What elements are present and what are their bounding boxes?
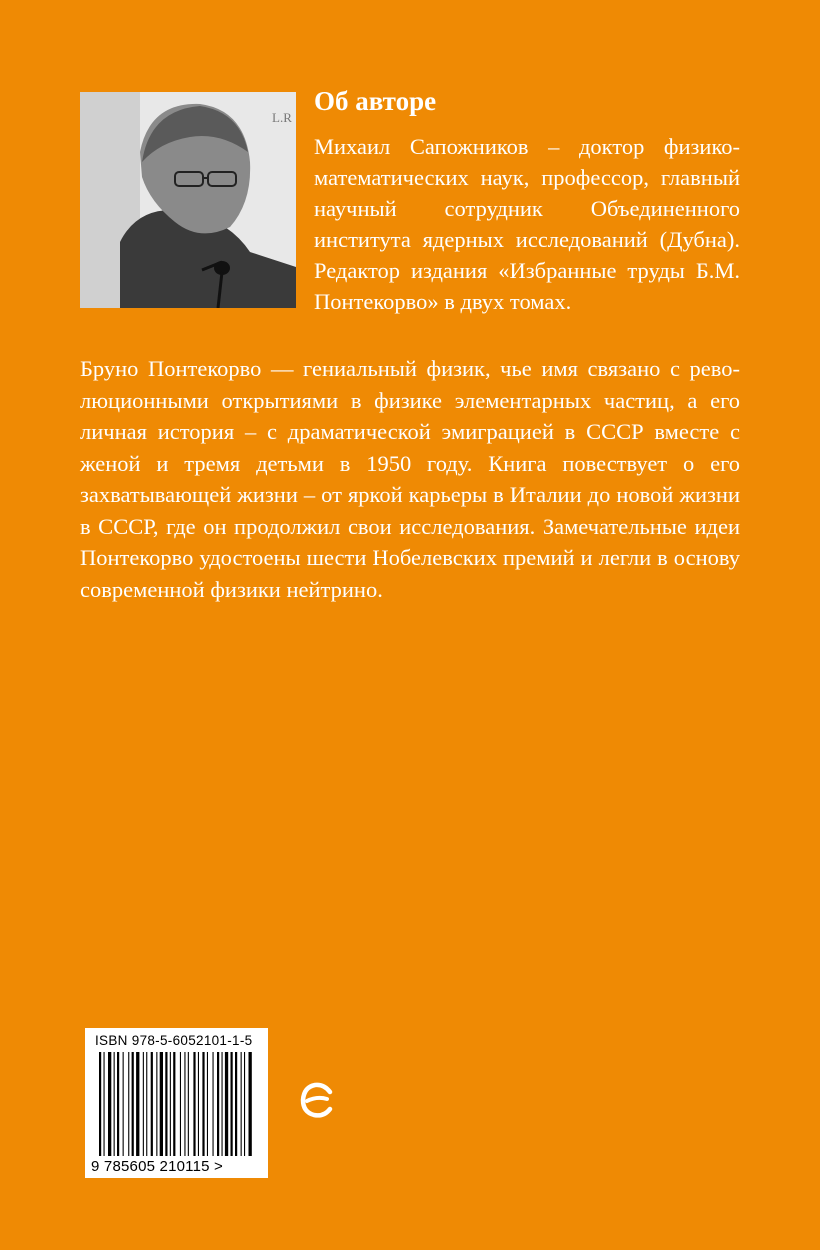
- barcode-bar: [156, 1052, 157, 1156]
- barcode-bar: [180, 1052, 181, 1156]
- barcode-bar: [160, 1052, 163, 1156]
- barcode-bar: [104, 1052, 105, 1156]
- barcode-bar: [128, 1052, 129, 1156]
- barcode-bar: [173, 1052, 175, 1156]
- barcode-bar: [202, 1052, 204, 1156]
- barcode-bar: [213, 1052, 214, 1156]
- barcode-bar: [108, 1052, 111, 1156]
- barcode-bar: [165, 1052, 167, 1156]
- barcode-digits: 9 785605 210115 >: [91, 1158, 223, 1175]
- barcode-bar: [132, 1052, 134, 1156]
- barcode-bar: [146, 1052, 147, 1156]
- book-description: Бруно Понтекорво — гениальный физик, чье имя связано с революционными открытиями в физике элементарных частиц, а его личная история – с драматической эмиграцией в СССР вместе с женой и тремя детьми в 1950 году. Книга повествует о его захватывающей жизни – от яркой карьеры в Италии до новой жизни в СССР, где он продолжил свои исследования. Замечательные идеи Понтекорво удостоены шести Нобелевских премий и легли в основу современной физики нейтрино.: [80, 356, 740, 602]
- photo-sign-text: L.R: [272, 110, 292, 125]
- about-author-heading: Об авторе: [314, 86, 437, 116]
- barcode-bar: [235, 1052, 237, 1156]
- barcode-bar: [143, 1052, 144, 1156]
- barcode-bar: [222, 1052, 223, 1156]
- barcode-bar: [225, 1052, 228, 1156]
- barcode-bar: [99, 1052, 101, 1156]
- isbn-number: ISBN 978-5-6052101-1-5: [95, 1033, 253, 1048]
- barcode-bar: [207, 1052, 208, 1156]
- barcode-bar: [231, 1052, 233, 1156]
- publisher-e-logo-icon: [300, 1082, 334, 1118]
- barcode-bar: [217, 1052, 219, 1156]
- barcode-bar: [117, 1052, 119, 1156]
- barcode-bar: [123, 1052, 124, 1156]
- barcode-bar: [198, 1052, 199, 1156]
- isbn-barcode: [85, 1028, 268, 1178]
- author-photo: [80, 92, 296, 308]
- barcode-bar: [188, 1052, 189, 1156]
- barcode-bar: [193, 1052, 195, 1156]
- barcode-bar: [114, 1052, 115, 1156]
- barcode-bar: [249, 1052, 252, 1156]
- barcode-bar: [244, 1052, 245, 1156]
- barcode-bars: [85, 1028, 268, 1178]
- barcode-bar: [184, 1052, 185, 1156]
- barcode-bar: [170, 1052, 171, 1156]
- about-author-text: Михаил Сапожников – доктор физико-математических наук, профессор, главный научный сотрудник Объединенного института ядерных исследований (Дубна). Редактор издания «Избранные труды Б.М. Понтекорво» в двух томах.: [314, 134, 740, 314]
- barcode-bar: [136, 1052, 139, 1156]
- barcode-bar: [151, 1052, 153, 1156]
- barcode-bar: [241, 1052, 242, 1156]
